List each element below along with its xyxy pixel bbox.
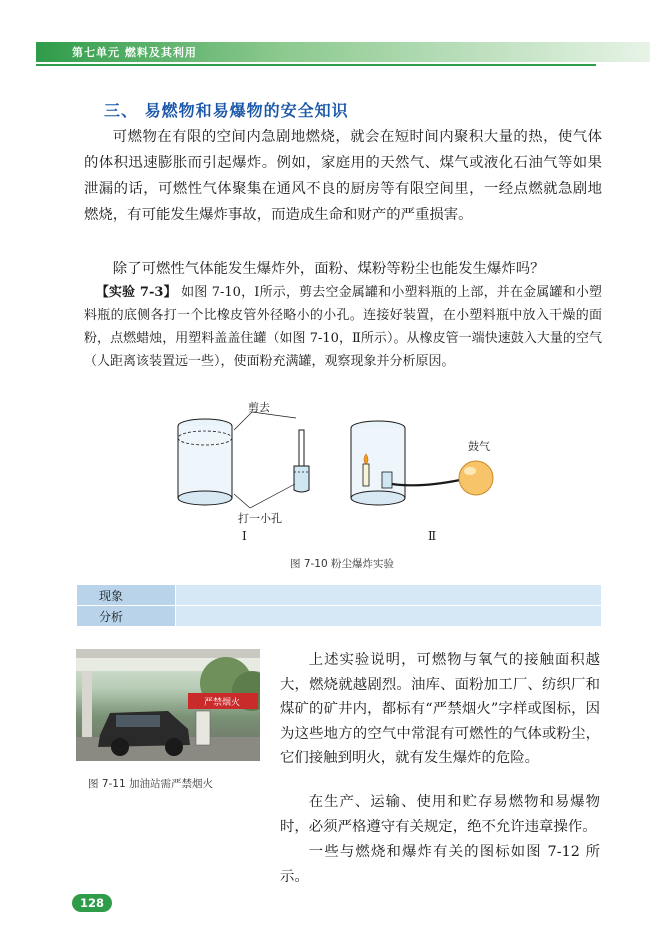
metal-can-illustration	[178, 419, 232, 505]
paragraph-safety-rules: 在生产、运输、使用和贮存易燃物和易爆物时，必须严格遵守有关规定，绝不允许违章操作。	[280, 794, 600, 835]
candle-icon	[363, 454, 369, 486]
figure-7-11-caption: 图 7-11 加油站需严禁烟火	[88, 778, 214, 790]
gas-station-illustration	[76, 649, 260, 761]
figure-7-10-caption: 图 7-10 粉尘爆炸实验	[290, 558, 395, 570]
paragraph-dust-question: 除了可燃性气体能发生爆炸外，面粉、煤粉等粉尘也能发生爆炸吗？	[112, 261, 545, 277]
plastic-bottle-illustration	[294, 430, 309, 492]
table-row	[77, 585, 602, 606]
analysis-cell[interactable]	[176, 606, 602, 627]
gas-station-photo	[76, 649, 260, 761]
paragraph-icons-intro: 一些与燃烧和爆炸有关的图标如图 7-12 所示。	[280, 844, 600, 885]
experiment-paragraph	[84, 281, 602, 373]
table-row	[77, 606, 602, 627]
figure-dust-explosion	[160, 398, 540, 568]
no-fire-sign: 严禁烟火	[204, 698, 241, 708]
phenomenon-cell[interactable]	[176, 585, 602, 606]
paragraph-explosion: 可燃物在有限的空间内急剧地燃烧，就会在短时间内聚积大量的热，使气体的体积迅速膨胀而引起爆炸。例如，家庭用的天然气、煤气或液化石油气等如果泄漏的话，可燃性气体聚集在通风不良的厨房等有限空间里，一经点燃就急剧地燃烧，有可能发生爆炸事故，而造成生命和财产的严重损害。	[84, 129, 602, 223]
row-label-phenomenon: 现象	[77, 585, 176, 606]
row-label-analysis: 分析	[77, 606, 176, 627]
experiment-tag: 【实验 7-3】	[95, 285, 177, 300]
page-number: 128	[72, 894, 112, 912]
label-cut: 剪去	[248, 401, 270, 414]
label-roman-1: Ⅰ	[242, 529, 247, 543]
callout-line	[250, 484, 295, 508]
section-title: 三、 易燃物和易爆物的安全知识	[104, 101, 349, 120]
observation-table	[76, 584, 602, 627]
callout-line	[234, 412, 252, 430]
label-roman-2: Ⅱ	[428, 529, 437, 543]
label-blow: 鼓气	[468, 440, 490, 453]
callout-line	[234, 494, 250, 508]
experiment-text: 如图 7-10，Ⅰ所示，剪去空金属罐和小塑料瓶的上部，并在金属罐和小塑料瓶的底侧各打一个比橡皮管外径略小的小孔。连接好装置，在小塑料瓶中放入干燥的面粉，点燃蜡烛，用塑料盖盖住罐（如图 7-10，Ⅱ所示）。从橡皮管一端快速鼓入大量的空气（人距离该装置远一些），使面粉充满罐，观察现象并分析原因。	[84, 285, 603, 369]
chapter-header	[0, 38, 650, 64]
sealed-can-illustration	[351, 421, 405, 505]
small-bottle-inside	[382, 472, 392, 488]
label-hole: 打一小孔	[238, 512, 282, 525]
bellows-ball-icon	[459, 461, 493, 495]
header-divider	[36, 64, 596, 66]
paragraph-contact-area: 上述实验说明，可燃物与氧气的接触面积越大，燃烧就越剧烈。油库、面粉加工厂、纺织厂和煤矿的矿井内，都标有“严禁烟火”字样或图标，因为这些地方的空气中常混有可燃性的气体或粉尘，它们接触到明火，就有发生爆炸的危险。	[280, 652, 600, 767]
chapter-title: 第七单元 燃料及其利用	[72, 46, 197, 59]
